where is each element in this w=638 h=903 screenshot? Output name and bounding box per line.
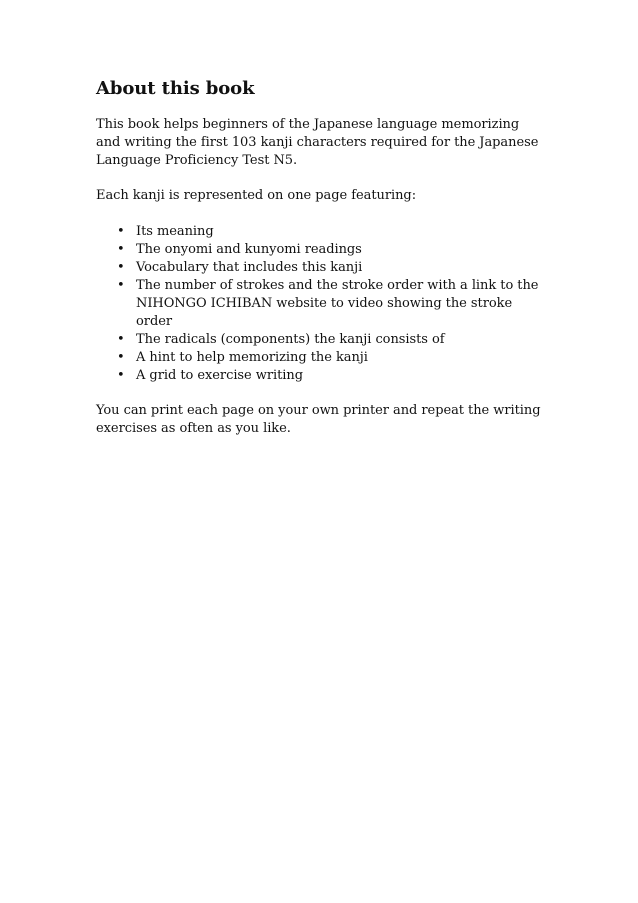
intro-paragraph: This book helps beginners of the Japanese language memorizing and writing the first 103 kanji characters required for the Japanese Language Proficiency Test N5.	[96, 117, 539, 168]
feature-item-strokes: • The number of strokes and the stroke order with a link to the NIHONGO ICHIBAN website to video showing the stroke order	[96, 277, 546, 331]
features-lead-paragraph: Each kanji is represented on one page featuring:	[96, 188, 417, 203]
feature-item-grid: • A grid to exercise writing	[96, 367, 546, 385]
feature-item-meaning: • Its meaning	[96, 223, 546, 241]
document-page	[96, 78, 546, 438]
feature-item-readings: • The onyomi and kunyomi readings	[96, 241, 546, 259]
features-list	[96, 223, 546, 385]
feature-item-radicals: • The radicals (components) the kanji consists of	[96, 331, 546, 349]
feature-item-vocabulary: • Vocabulary that includes this kanji	[96, 259, 546, 277]
closing-paragraph: You can print each page on your own printer and repeat the writing exercises as often as you like.	[96, 403, 541, 436]
page-title: About this book	[96, 78, 255, 99]
feature-item-hint: • A hint to help memorizing the kanji	[96, 349, 546, 367]
